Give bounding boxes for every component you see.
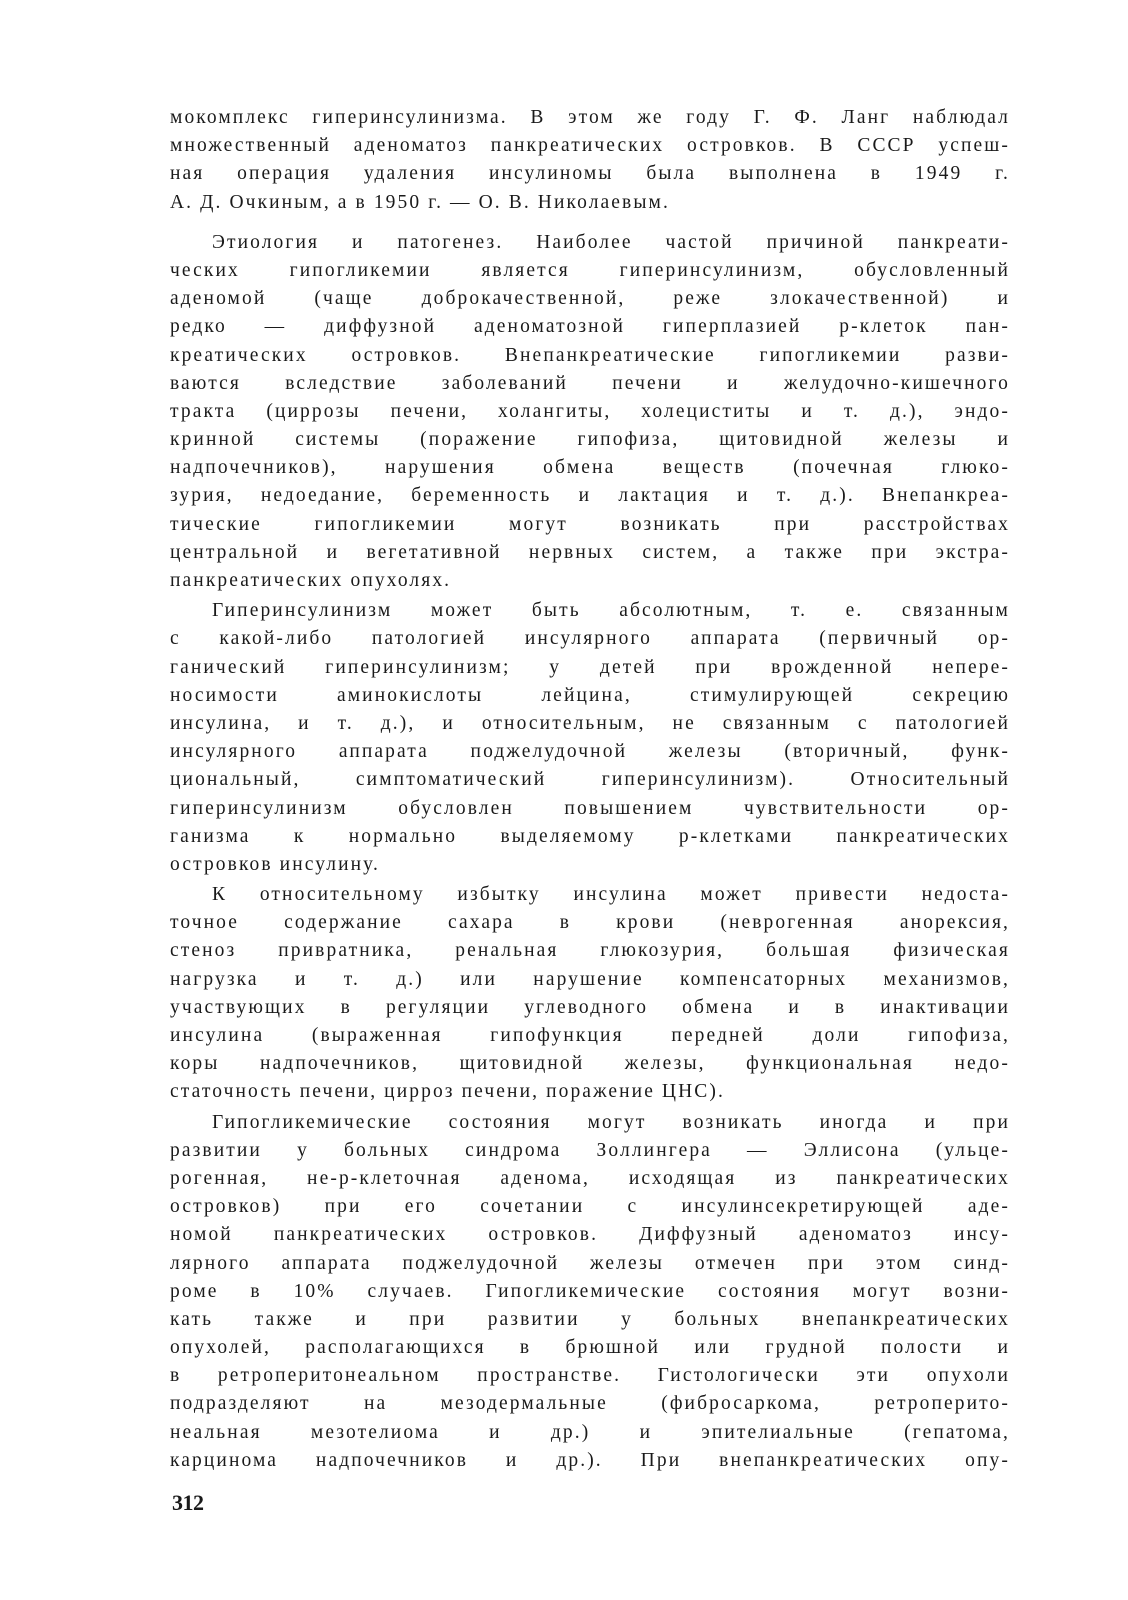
text-line: опухолей, располагающихся в брюшной или грудной полости и — [170, 1337, 1010, 1359]
text-line: номой панкреатических островков. Диффузный аденоматоз инсу- — [170, 1224, 1010, 1246]
text-line: надпочечников), нарушения обмена веществ (почечная глюко- — [170, 457, 1010, 479]
text-line: в ретроперитонеальном пространстве. Гистологически эти опухоли — [170, 1365, 1010, 1387]
text-line: развитии у больных синдрома Золлингера — Эллисона (ульце- — [170, 1139, 1010, 1161]
text-line: носимости аминокислоты лейцина, стимулирующей секрецию — [170, 684, 1010, 706]
paragraph — [170, 229, 1010, 595]
text-line: центральной и вегетативной нервных систем, а также при экстра- — [170, 541, 1010, 563]
text-line: неальная мезотелиома и др.) и эпителиальные (гепатома, — [170, 1421, 1010, 1443]
text-line: ваются вследствие заболеваний печени и желудочно-кишечного — [170, 372, 1010, 394]
text-line: ганический гиперинсулинизм; у детей при врожденной непере- — [170, 656, 1010, 678]
paragraph — [170, 881, 1010, 1107]
text-line: ганизма к нормально выделяемому р-клетками панкреатических — [170, 825, 1010, 847]
page-number: 312 — [172, 1490, 204, 1515]
text-line: точное содержание сахара в крови (неврогенная анорексия, — [170, 912, 1010, 934]
text-line: Этиология и патогенез. Наиболее частой причиной панкреати- — [212, 231, 1010, 253]
text-line: нагрузка и т. д.) или нарушение компенсаторных механизмов, — [170, 968, 1010, 990]
text-line: редко — диффузной аденоматозной гиперплазией р-клеток пан- — [170, 316, 1010, 338]
text-line: гиперинсулинизм обусловлен повышением чувствительности ор- — [170, 797, 1010, 819]
text-line: циональный, симптоматический гиперинсулинизм). Относительный — [170, 769, 1010, 791]
text-line: инсулярного аппарата поджелудочной железы (вторичный, функ- — [170, 741, 1010, 763]
text-line: участвующих в регуляции углеводного обмена и в инактивации — [170, 996, 1010, 1018]
text-line: подразделяют на мезодермальные (фибросаркома, ретроперито- — [170, 1393, 1010, 1415]
text-line: тические гипогликемии могут возникать при расстройствах — [170, 513, 1010, 535]
text-line: тракта (циррозы печени, холангиты, холециститы и т. д.), эндо- — [170, 400, 1010, 422]
text-line: зурия, недоедание, беременность и лактация и т. д.). Внепанкреа- — [170, 485, 1010, 507]
text-line: роме в 10% случаев. Гипогликемические состояния могут возни- — [170, 1280, 1010, 1302]
text-line: аденомой (чаще доброкачественной, реже злокачественной) и — [170, 288, 1010, 310]
text-line: ная операция удаления инсулиномы была выполнена в 1949 г. — [170, 163, 1010, 185]
text-line: Гиперинсулинизм может быть абсолютным, т. е. связанным — [212, 600, 1010, 622]
text-line: коры надпочечников, щитовидной железы, функциональная недо- — [170, 1053, 1010, 1075]
text-line: Гипогликемические состояния могут возникать иногда и при — [212, 1111, 1010, 1133]
text-line: ческих гипогликемии является гиперинсулинизм, обусловленный — [170, 259, 1010, 281]
text-line: инсулина, и т. д.), и относительным, не связанным с патологией — [170, 712, 1010, 734]
text-line: инсулина (выраженная гипофункция передней доли гипофиза, — [170, 1025, 1010, 1046]
text-line: кринной системы (поражение гипофиза, щитовидной железы и — [170, 429, 1010, 451]
text-line: статочность печени, цирроз печени, поражение ЦНС). — [170, 1081, 725, 1103]
text-line: множественный аденоматоз панкреатических островков. В СССР успеш- — [170, 135, 1010, 157]
text-line: островков инсулину. — [170, 853, 381, 875]
text-line: А. Д. Очкиным, а в 1950 г. — О. В. Николаевым. — [170, 191, 670, 213]
text-line: рогенная, не-р-клеточная аденома, исходящая из панкреатических — [170, 1167, 1010, 1189]
text-line: креатических островков. Внепанкреатические гипогликемии разви- — [170, 344, 1010, 366]
paragraph-gap — [170, 217, 1010, 229]
text-line: К относительному избытку инсулина может привести недоста- — [212, 884, 1010, 906]
text-line: с какой-либо патологией инсулярного аппарата (первичный ор- — [170, 628, 1010, 650]
paragraph — [170, 1109, 1010, 1475]
text-line: мокомплекс гиперинсулинизма. В этом же году Г. Ф. Ланг наблюдал — [170, 107, 1010, 128]
text-line: стеноз привратника, ренальная глюкозурия, большая физическая — [170, 940, 1010, 962]
text-page — [170, 104, 1010, 1475]
text-line: лярного аппарата поджелудочной железы отмечен при этом синд- — [170, 1252, 1010, 1274]
paragraph — [170, 597, 1010, 879]
paragraph — [170, 104, 1010, 217]
text-line: кать также и при развитии у больных внепанкреатических — [170, 1308, 1010, 1330]
text-line: панкреатических опухолях. — [170, 570, 452, 591]
text-line: островков) при его сочетании с инсулинсекретирующей аде- — [170, 1196, 1010, 1218]
text-line: карцинома надпочечников и др.). При внепанкреатических опу- — [170, 1449, 1010, 1471]
